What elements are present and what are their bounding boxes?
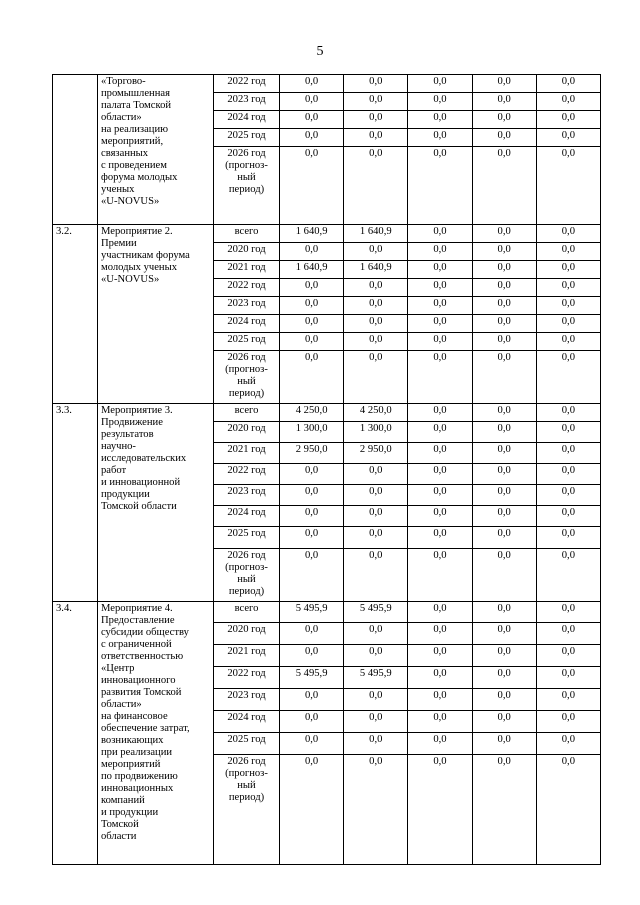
value-cell: 0,0 <box>536 404 600 422</box>
value-cell: 0,0 <box>536 443 600 464</box>
value-cell: 1 640,9 <box>344 225 408 243</box>
value-cell: 0,0 <box>472 645 536 667</box>
value-cell: 1 640,9 <box>280 225 344 243</box>
value-cell: 0,0 <box>472 129 536 147</box>
value-cell: 4 250,0 <box>280 404 344 422</box>
value-cell: 0,0 <box>536 623 600 645</box>
value-cell: 1 300,0 <box>344 422 408 443</box>
value-cell: 0,0 <box>536 225 600 243</box>
year-cell: 2021 год <box>214 261 280 279</box>
value-cell: 0,0 <box>344 623 408 645</box>
value-cell: 0,0 <box>344 527 408 549</box>
value-cell: 0,0 <box>536 333 600 351</box>
item-name: Мероприятие 2. Премии участникам форума молодых ученых «U-NOVUS» <box>98 225 214 404</box>
item-number: 3.2. <box>53 225 98 404</box>
year-cell: 2024 год <box>214 711 280 733</box>
value-cell: 0,0 <box>472 147 536 225</box>
value-cell: 0,0 <box>344 689 408 711</box>
value-cell: 0,0 <box>280 243 344 261</box>
value-cell: 0,0 <box>408 422 472 443</box>
value-cell: 0,0 <box>280 297 344 315</box>
value-cell: 0,0 <box>536 602 600 623</box>
value-cell: 0,0 <box>472 527 536 549</box>
year-cell: 2024 год <box>214 315 280 333</box>
item-number: 3.3. <box>53 404 98 602</box>
value-cell: 0,0 <box>344 243 408 261</box>
value-cell: 1 640,9 <box>344 261 408 279</box>
value-cell: 0,0 <box>344 711 408 733</box>
value-cell: 0,0 <box>536 549 600 602</box>
value-cell: 0,0 <box>408 485 472 506</box>
value-cell: 4 250,0 <box>344 404 408 422</box>
value-cell: 0,0 <box>280 315 344 333</box>
year-cell: всего <box>214 225 280 243</box>
item-number: 3.4. <box>53 602 98 865</box>
value-cell: 0,0 <box>344 129 408 147</box>
value-cell: 5 495,9 <box>344 602 408 623</box>
value-cell: 0,0 <box>344 485 408 506</box>
value-cell: 0,0 <box>408 225 472 243</box>
year-cell: 2022 год <box>214 464 280 485</box>
value-cell: 0,0 <box>280 711 344 733</box>
value-cell: 0,0 <box>536 129 600 147</box>
table-row <box>53 602 601 623</box>
value-cell: 0,0 <box>280 645 344 667</box>
value-cell: 0,0 <box>472 689 536 711</box>
value-cell: 0,0 <box>344 351 408 404</box>
value-cell: 0,0 <box>472 243 536 261</box>
value-cell: 0,0 <box>472 351 536 404</box>
value-cell: 0,0 <box>536 93 600 111</box>
value-cell: 0,0 <box>280 93 344 111</box>
value-cell: 0,0 <box>472 623 536 645</box>
value-cell: 0,0 <box>472 485 536 506</box>
year-cell: 2023 год <box>214 485 280 506</box>
value-cell: 5 495,9 <box>280 602 344 623</box>
value-cell: 0,0 <box>344 464 408 485</box>
value-cell: 0,0 <box>408 527 472 549</box>
value-cell: 0,0 <box>408 549 472 602</box>
value-cell: 0,0 <box>344 333 408 351</box>
value-cell: 5 495,9 <box>280 667 344 689</box>
value-cell: 5 495,9 <box>344 667 408 689</box>
value-cell: 0,0 <box>408 297 472 315</box>
year-cell: 2021 год <box>214 443 280 464</box>
value-cell: 0,0 <box>472 549 536 602</box>
year-cell: 2026 год (прогноз- ный период) <box>214 549 280 602</box>
value-cell: 0,0 <box>472 261 536 279</box>
value-cell: 0,0 <box>536 111 600 129</box>
item-name: Мероприятие 4. Предоставление субсидии обществу с ограниченной ответственностью «Центр инновационного развития Томской области» на финансовое обеспечение затрат, возникающих при реализации мероприятий по продвижению инновационных компаний и продукции Томской области <box>98 602 214 865</box>
value-cell: 0,0 <box>408 755 472 865</box>
year-cell: 2021 год <box>214 645 280 667</box>
item-name: «Торгово- промышленная палата Томской области» на реализацию мероприятий, связанных с проведением форума молодых ученых «U-NOVUS» <box>98 75 214 225</box>
value-cell: 0,0 <box>536 351 600 404</box>
value-cell: 0,0 <box>408 261 472 279</box>
year-cell: 2025 год <box>214 333 280 351</box>
value-cell: 1 300,0 <box>280 422 344 443</box>
value-cell: 0,0 <box>536 75 600 93</box>
year-cell: всего <box>214 404 280 422</box>
item-name: Мероприятие 3. Продвижение результатов научно- исследовательских работ и инновационной продукции Томской области <box>98 404 214 602</box>
year-cell: 2022 год <box>214 667 280 689</box>
value-cell: 0,0 <box>344 75 408 93</box>
value-cell: 0,0 <box>472 711 536 733</box>
value-cell: 0,0 <box>280 755 344 865</box>
year-cell: 2025 год <box>214 129 280 147</box>
value-cell: 0,0 <box>408 464 472 485</box>
value-cell: 0,0 <box>280 129 344 147</box>
value-cell: 0,0 <box>408 506 472 527</box>
value-cell: 0,0 <box>472 755 536 865</box>
year-cell: 2025 год <box>214 527 280 549</box>
year-cell: 2020 год <box>214 623 280 645</box>
value-cell: 0,0 <box>344 549 408 602</box>
value-cell: 0,0 <box>472 733 536 755</box>
value-cell: 0,0 <box>280 147 344 225</box>
value-cell: 0,0 <box>408 129 472 147</box>
year-cell: 2025 год <box>214 733 280 755</box>
value-cell: 2 950,0 <box>344 443 408 464</box>
value-cell: 0,0 <box>472 422 536 443</box>
year-cell: всего <box>214 602 280 623</box>
value-cell: 0,0 <box>280 689 344 711</box>
value-cell: 0,0 <box>536 527 600 549</box>
value-cell: 0,0 <box>536 711 600 733</box>
value-cell: 0,0 <box>280 111 344 129</box>
value-cell: 0,0 <box>536 689 600 711</box>
value-cell: 0,0 <box>408 623 472 645</box>
value-cell: 0,0 <box>408 443 472 464</box>
year-cell: 2022 год <box>214 75 280 93</box>
value-cell: 0,0 <box>408 733 472 755</box>
value-cell: 0,0 <box>472 667 536 689</box>
value-cell: 0,0 <box>344 733 408 755</box>
value-cell: 0,0 <box>408 93 472 111</box>
year-cell: 2026 год (прогноз- ный период) <box>214 147 280 225</box>
value-cell: 0,0 <box>408 711 472 733</box>
value-cell: 0,0 <box>536 147 600 225</box>
value-cell: 0,0 <box>280 333 344 351</box>
value-cell: 0,0 <box>280 75 344 93</box>
value-cell: 0,0 <box>280 485 344 506</box>
table-row <box>53 404 601 422</box>
value-cell: 0,0 <box>344 297 408 315</box>
value-cell: 0,0 <box>344 315 408 333</box>
value-cell: 0,0 <box>280 464 344 485</box>
value-cell: 0,0 <box>472 315 536 333</box>
value-cell: 0,0 <box>536 243 600 261</box>
value-cell: 0,0 <box>408 111 472 129</box>
value-cell: 0,0 <box>344 93 408 111</box>
value-cell: 0,0 <box>536 297 600 315</box>
value-cell: 2 950,0 <box>280 443 344 464</box>
value-cell: 0,0 <box>408 243 472 261</box>
value-cell: 0,0 <box>472 506 536 527</box>
value-cell: 0,0 <box>280 279 344 297</box>
value-cell: 0,0 <box>280 733 344 755</box>
value-cell: 0,0 <box>472 75 536 93</box>
value-cell: 0,0 <box>344 111 408 129</box>
value-cell: 0,0 <box>408 645 472 667</box>
item-number <box>53 75 98 225</box>
value-cell: 0,0 <box>536 667 600 689</box>
value-cell: 0,0 <box>536 506 600 527</box>
value-cell: 0,0 <box>408 279 472 297</box>
value-cell: 0,0 <box>344 279 408 297</box>
value-cell: 0,0 <box>408 333 472 351</box>
value-cell: 0,0 <box>344 645 408 667</box>
page-number: 5 <box>316 44 324 59</box>
year-cell: 2024 год <box>214 111 280 129</box>
value-cell: 0,0 <box>472 404 536 422</box>
value-cell: 0,0 <box>408 602 472 623</box>
value-cell: 0,0 <box>280 549 344 602</box>
value-cell: 0,0 <box>472 297 536 315</box>
value-cell: 0,0 <box>408 689 472 711</box>
value-cell: 0,0 <box>536 755 600 865</box>
year-cell: 2020 год <box>214 243 280 261</box>
value-cell: 0,0 <box>536 645 600 667</box>
value-cell: 0,0 <box>280 506 344 527</box>
year-cell: 2023 год <box>214 689 280 711</box>
value-cell: 0,0 <box>536 422 600 443</box>
value-cell: 0,0 <box>344 755 408 865</box>
value-cell: 0,0 <box>472 443 536 464</box>
value-cell: 0,0 <box>408 351 472 404</box>
value-cell: 0,0 <box>536 485 600 506</box>
year-cell: 2023 год <box>214 93 280 111</box>
value-cell: 0,0 <box>408 147 472 225</box>
value-cell: 0,0 <box>280 351 344 404</box>
value-cell: 0,0 <box>408 75 472 93</box>
value-cell: 0,0 <box>536 261 600 279</box>
year-cell: 2023 год <box>214 297 280 315</box>
year-cell: 2026 год (прогноз- ный период) <box>214 755 280 865</box>
value-cell: 0,0 <box>472 93 536 111</box>
table-row <box>53 225 601 243</box>
value-cell: 0,0 <box>536 733 600 755</box>
value-cell: 0,0 <box>408 404 472 422</box>
table-row <box>53 75 601 93</box>
value-cell: 0,0 <box>472 333 536 351</box>
value-cell: 0,0 <box>344 506 408 527</box>
value-cell: 0,0 <box>472 464 536 485</box>
year-cell: 2026 год (прогноз- ный период) <box>214 351 280 404</box>
value-cell: 0,0 <box>408 667 472 689</box>
year-cell: 2024 год <box>214 506 280 527</box>
value-cell: 0,0 <box>280 623 344 645</box>
value-cell: 0,0 <box>472 225 536 243</box>
value-cell: 0,0 <box>536 464 600 485</box>
value-cell: 0,0 <box>536 315 600 333</box>
year-cell: 2020 год <box>214 422 280 443</box>
value-cell: 0,0 <box>472 602 536 623</box>
value-cell: 0,0 <box>472 279 536 297</box>
value-cell: 1 640,9 <box>280 261 344 279</box>
value-cell: 0,0 <box>344 147 408 225</box>
value-cell: 0,0 <box>280 527 344 549</box>
budget-table <box>52 74 601 865</box>
value-cell: 0,0 <box>472 111 536 129</box>
value-cell: 0,0 <box>408 315 472 333</box>
value-cell: 0,0 <box>536 279 600 297</box>
year-cell: 2022 год <box>214 279 280 297</box>
